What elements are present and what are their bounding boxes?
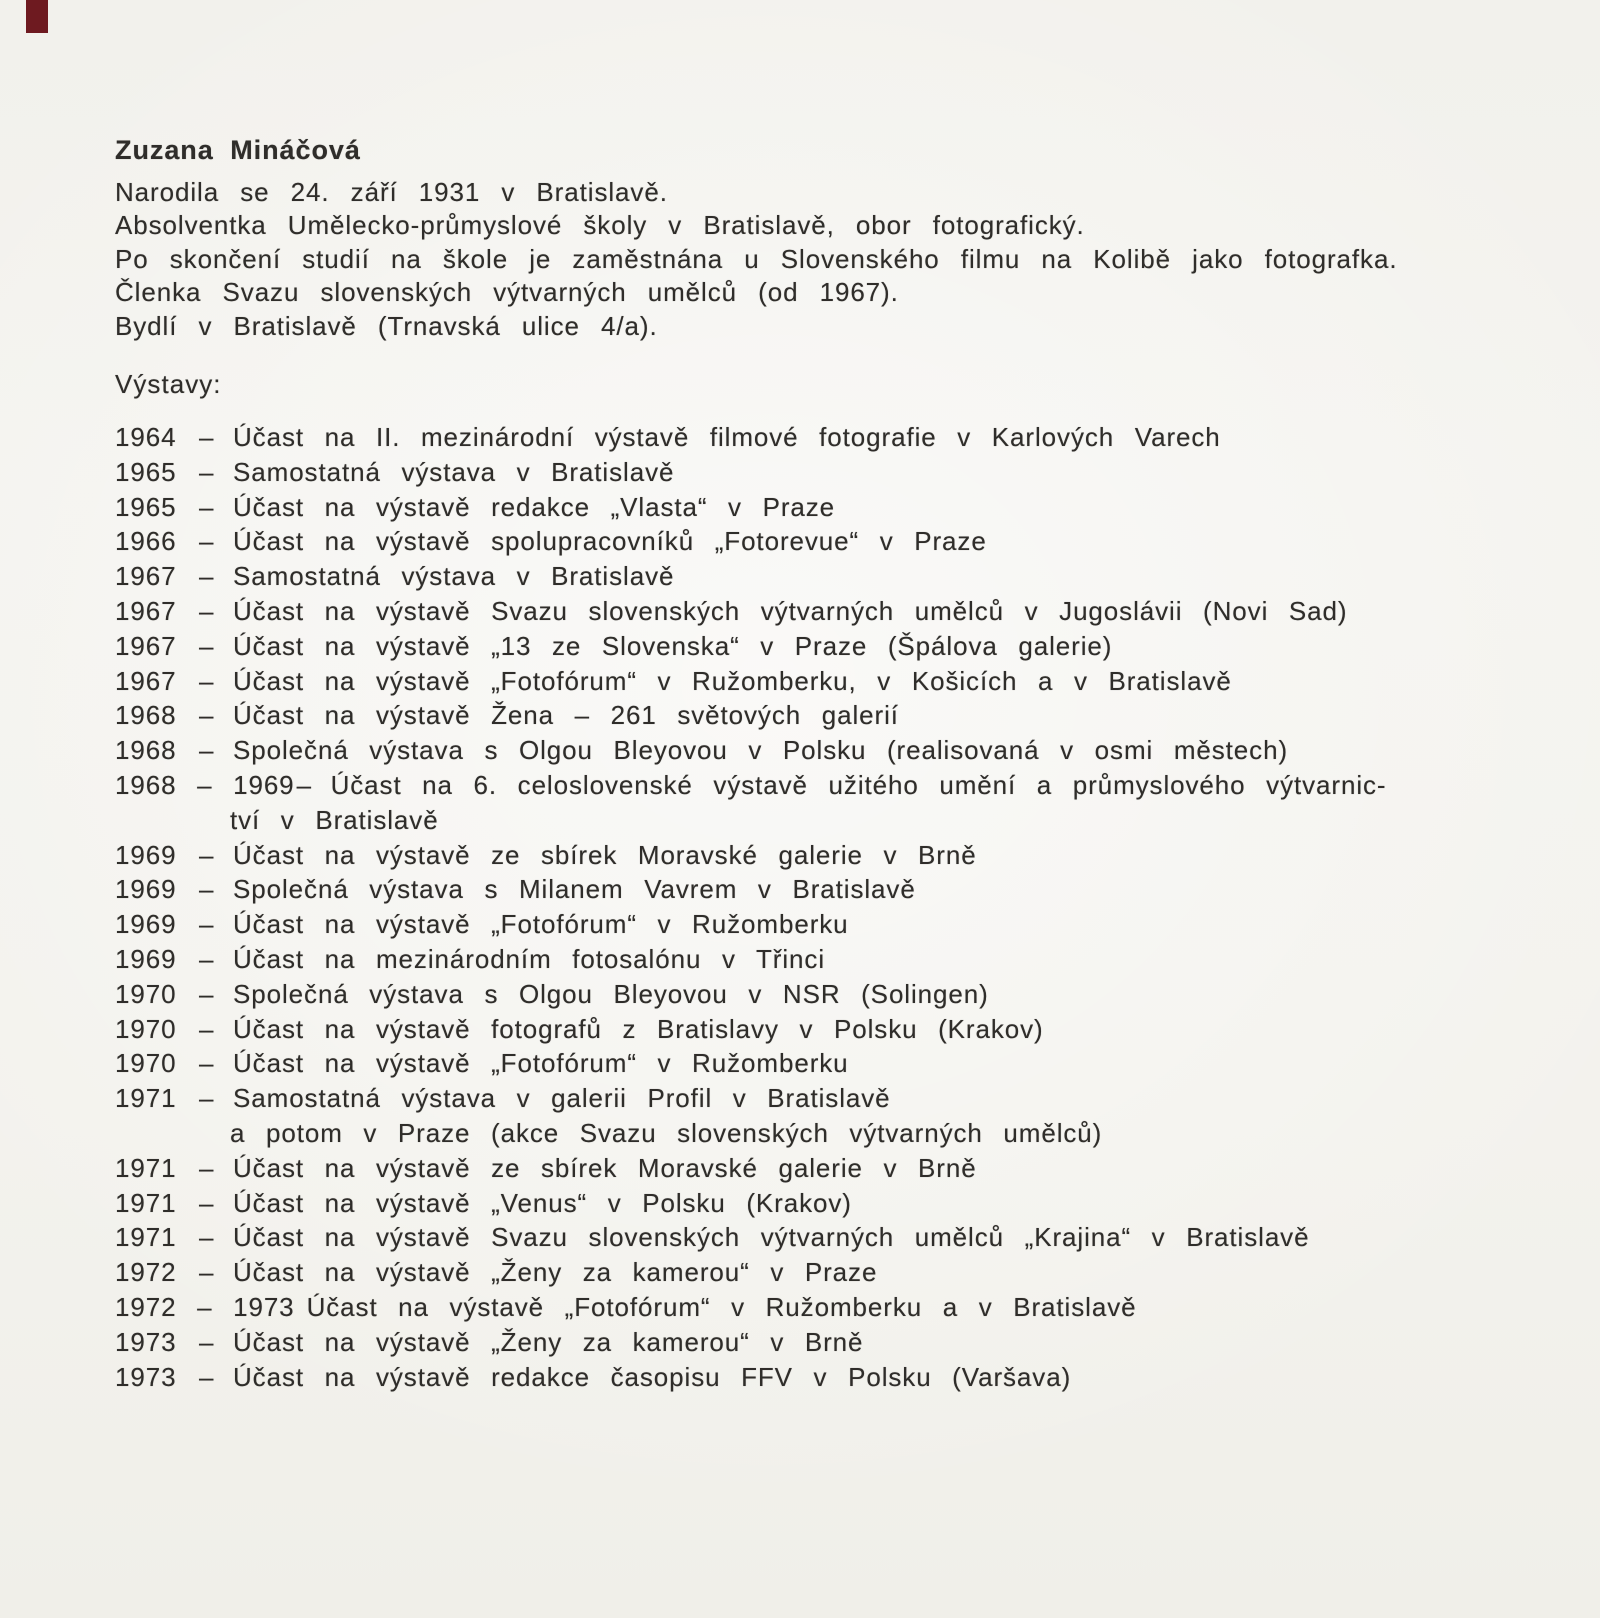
exhibition-row [115, 1081, 1510, 1116]
exhibition-year: 1969 [115, 874, 177, 905]
exhibition-dash: – [199, 596, 215, 627]
exhibition-row [115, 1255, 1510, 1290]
exhibition-row [115, 1290, 1510, 1325]
exhibition-year: 1973 [115, 1361, 177, 1392]
exhibition-text: Účast na výstavě spolupracovníků „Fotorevue“ v Praze [233, 526, 987, 557]
exhibition-text: Účast na výstavě Svazu slovenských výtvarných umělců v Jugoslávii (Novi Sad) [233, 596, 1348, 627]
exhibition-dash: – [199, 1222, 215, 1253]
exhibition-text: Účast na výstavě Žena – 261 světových galerií [233, 700, 899, 731]
exhibition-row [115, 977, 1510, 1012]
exhibition-dash: – [199, 1048, 215, 1079]
exhibition-text: Společná výstava s Olgou Bleyovou v Polsku (realisovaná v osmi městech) [233, 735, 1289, 766]
exhibition-row [115, 1151, 1510, 1186]
exhibition-row [115, 1186, 1510, 1221]
exhibition-row [115, 490, 1510, 525]
exhibition-text: Účast na výstavě ze sbírek Moravské galerie v Brně [233, 1152, 977, 1183]
exhibition-row [115, 872, 1510, 907]
exhibition-row [115, 733, 1510, 768]
exhibition-text: Účast na výstavě Svazu slovenských výtvarných umělců „Krajina“ v Bratislavě [233, 1222, 1310, 1253]
exhibition-dash: – [199, 456, 215, 487]
exhibition-row [115, 768, 1510, 803]
exhibition-row [115, 524, 1510, 559]
exhibition-year: 1973 [115, 1326, 177, 1357]
exhibition-dash: – [199, 526, 215, 557]
exhibition-text: Samostatná výstava v Bratislavě [233, 561, 675, 592]
exhibition-text: Společná výstava s Milanem Vavrem v Bratislavě [233, 874, 916, 905]
exhibition-text: Účast na výstavě redakce časopisu FFV v Polsku (Varšava) [233, 1361, 1072, 1392]
exhibition-year: 1971 [115, 1222, 177, 1253]
exhibition-continuation: tví v Bratislavě [230, 804, 439, 835]
exhibition-text: Samostatná výstava v Bratislavě [233, 456, 675, 487]
exhibition-text: Účast na výstavě „Ženy za kamerou“ v Praze [233, 1257, 878, 1288]
exhibition-year: 1969 [115, 839, 177, 870]
exhibition-dash: – [199, 978, 215, 1009]
exhibition-year: 1967 [115, 630, 177, 661]
exhibition-year: 1969 [115, 943, 177, 974]
exhibition-text: Účast na výstavě redakce „Vlasta“ v Praze [233, 491, 836, 522]
exhibition-row [115, 1360, 1510, 1395]
exhibition-dash: – [199, 1013, 215, 1044]
exhibition-text: Účast na výstavě ze sbírek Moravské galerie v Brně [233, 839, 977, 870]
exhibition-text: Účast na výstavě „Venus“ v Polsku (Krakov) [233, 1187, 852, 1218]
exhibition-text: Účast na výstavě „Fotofórum“ v Ružomberku [233, 1048, 849, 1079]
exhibition-dash: – [199, 909, 215, 940]
exhibition-year: 1968 [115, 700, 177, 731]
exhibition-dash: – [199, 1152, 215, 1183]
exhibition-row [115, 455, 1510, 490]
exhibition-text: Účast na II. mezinárodní výstavě filmové fotografie v Karlových Varech [233, 422, 1221, 453]
exhibition-year: 1970 [115, 978, 177, 1009]
exhibition-row [115, 629, 1510, 664]
exhibition-dash: – [199, 665, 215, 696]
exhibition-dash: – [199, 1083, 215, 1114]
page-content [115, 133, 1510, 1394]
exhibition-text: Účast na mezinárodním fotosalónu v Třinci [233, 943, 826, 974]
exhibition-row [115, 698, 1510, 733]
exhibition-dash: – [199, 700, 215, 731]
bio-line: Po skončení studií na škole je zaměstnána u Slovenského filmu na Kolibě jako fotografka. [115, 243, 1398, 274]
exhibition-text: Účast na výstavě fotografů z Bratislavy v Polsku (Krakov) [233, 1013, 1044, 1044]
exhibition-dash: – [199, 491, 215, 522]
exhibition-year: 1968 – 1969 [115, 770, 295, 800]
page-title: Zuzana Mináčová [115, 135, 361, 165]
exhibition-year: 1968 [115, 735, 177, 766]
exhibition-dash: – [199, 561, 215, 592]
exhibition-year: 1970 [115, 1048, 177, 1079]
exhibition-text: Společná výstava s Olgou Bleyovou v NSR (Solingen) [233, 978, 989, 1009]
red-ink-mark [26, 0, 48, 33]
exhibition-year: 1965 [115, 456, 177, 487]
exhibition-row [115, 942, 1510, 977]
exhibition-continuation: a potom v Praze (akce Svazu slovenských výtvarných umělců) [230, 1117, 1103, 1148]
exhibition-dash: – [199, 1257, 215, 1288]
exhibition-text: Účast na výstavě „Fotofórum“ v Ružomberku, v Košicích a v Bratislavě [233, 665, 1232, 696]
exhibition-year: 1964 [115, 422, 177, 453]
exhibition-dash: – [199, 943, 215, 974]
exhibition-row [115, 838, 1510, 873]
exhibition-dash: – [199, 1361, 215, 1392]
exhibition-row [115, 1046, 1510, 1081]
exhibition-year: 1969 [115, 909, 177, 940]
exhibition-dash: – [199, 422, 215, 453]
exhibition-year: 1970 [115, 1013, 177, 1044]
exhibition-year: 1971 [115, 1152, 177, 1183]
exhibition-dash: – [199, 874, 215, 905]
exhibition-dash: – [199, 735, 215, 766]
bio-line: Bydlí v Bratislavě (Trnavská ulice 4/a). [115, 310, 658, 341]
exhibition-text: Účast na výstavě „Fotofórum“ v Ružomberku a v Bratislavě [306, 1291, 1137, 1322]
exhibition-row [115, 1325, 1510, 1360]
exhibition-year: 1966 [115, 526, 177, 557]
exhibition-row [115, 1012, 1510, 1047]
exhibition-dash: – [199, 1326, 215, 1357]
exhibition-year: 1972 [115, 1257, 177, 1288]
exhibition-dash: – [296, 770, 312, 800]
bio-line: Absolventka Umělecko-průmyslové školy v Bratislavě, obor fotografický. [115, 210, 1085, 241]
bio-line: Členka Svazu slovenských výtvarných umělců (od 1967). [115, 277, 899, 308]
exhibition-row [115, 907, 1510, 942]
exhibition-year: 1971 [115, 1187, 177, 1218]
exhibition-dash: – [199, 1187, 215, 1218]
section-heading: Výstavy: [115, 369, 222, 400]
exhibition-row [115, 594, 1510, 629]
exhibition-text: Samostatná výstava v galerii Profil v Bratislavě [233, 1083, 891, 1114]
exhibition-text: Účast na 6. celoslovenské výstavě užitého umění a průmyslového výtvarnic- [330, 770, 1387, 800]
exhibition-row [115, 1220, 1510, 1255]
exhibition-row [115, 559, 1510, 594]
exhibition-year: 1967 [115, 561, 177, 592]
exhibition-year: 1972 – 1973 [115, 1291, 295, 1322]
exhibition-year: 1965 [115, 491, 177, 522]
exhibition-text: Účast na výstavě „Ženy za kamerou“ v Brně [233, 1326, 864, 1357]
exhibition-list [115, 420, 1510, 1394]
exhibition-row [115, 664, 1510, 699]
exhibition-year: 1967 [115, 596, 177, 627]
exhibition-row [115, 420, 1510, 455]
exhibition-text: Účast na výstavě „Fotofórum“ v Ružomberku [233, 909, 849, 940]
exhibition-year: 1967 [115, 665, 177, 696]
bio-paragraph [115, 176, 1510, 343]
exhibition-year: 1971 [115, 1083, 177, 1114]
exhibition-text: Účast na výstavě „13 ze Slovenska“ v Praze (Špálova galerie) [233, 630, 1113, 661]
bio-line: Narodila se 24. září 1931 v Bratislavě. [115, 177, 668, 207]
exhibition-dash: – [199, 839, 215, 870]
exhibition-dash: – [199, 630, 215, 661]
